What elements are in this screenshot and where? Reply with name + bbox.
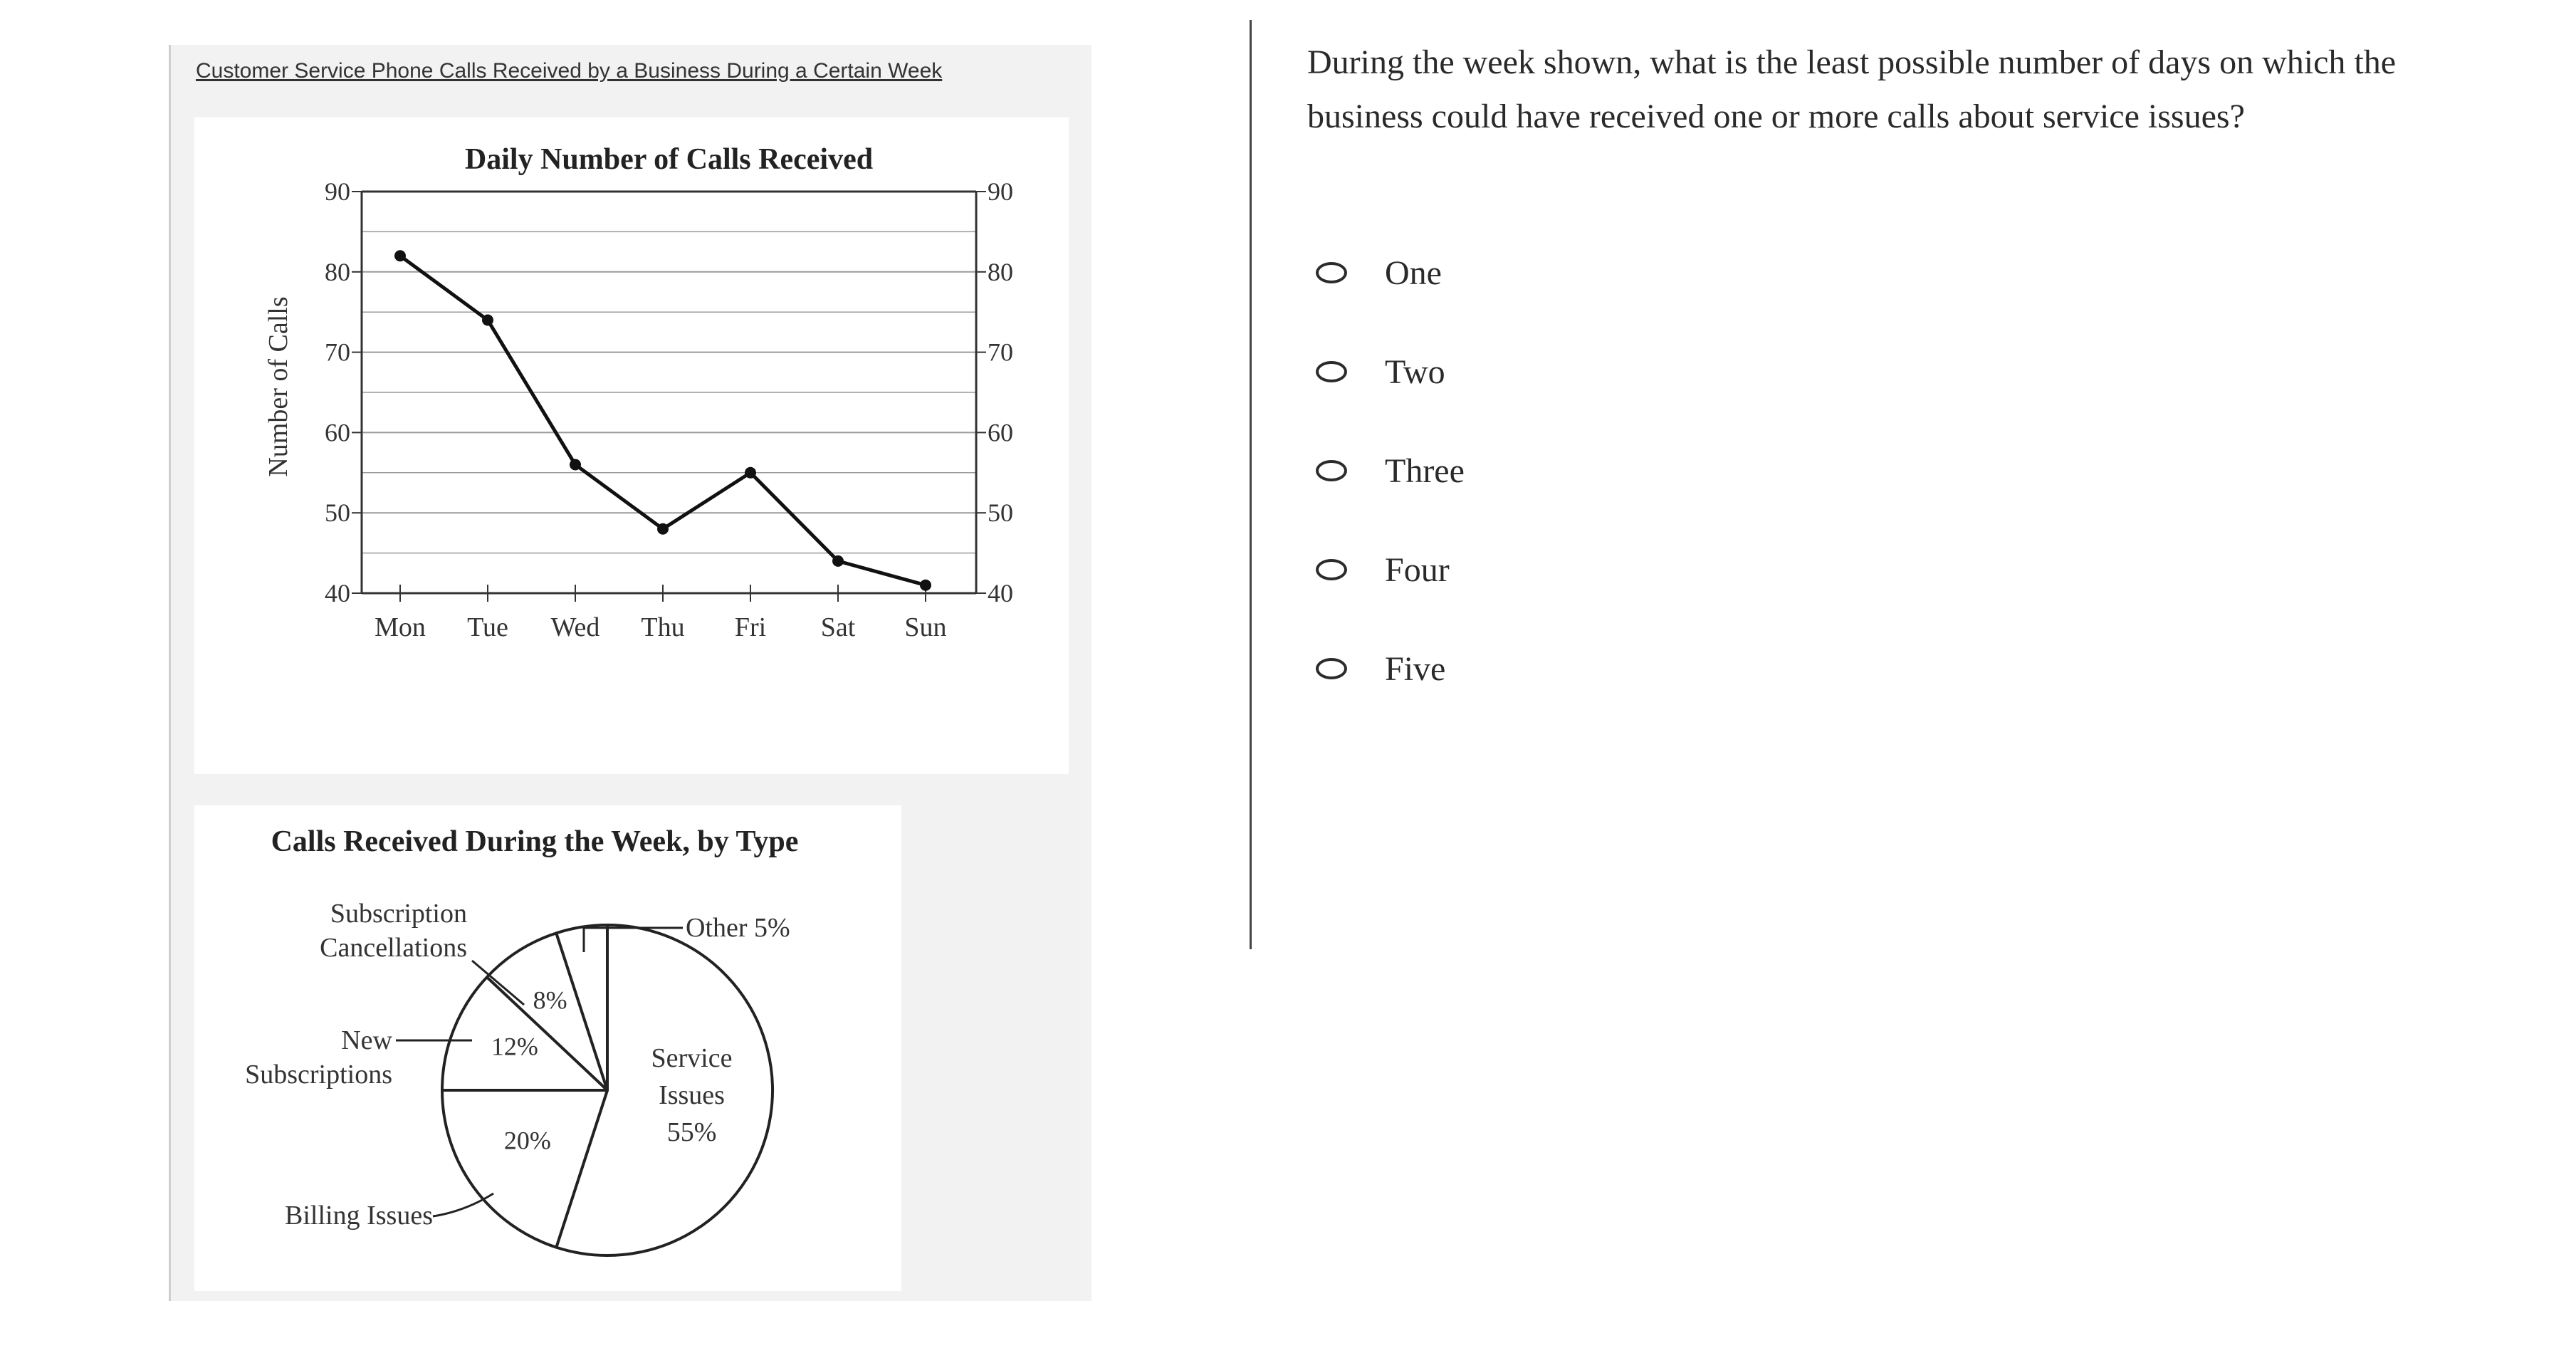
choice-two[interactable]: [1307, 348, 1734, 398]
choice-five[interactable]: [1307, 645, 1734, 695]
y-tick-label-left: 60: [325, 418, 350, 447]
slice-label-billing-issues: 20%: [503, 1126, 551, 1155]
choice-label: Five: [1385, 650, 1446, 688]
y-tick-label-left: 70: [325, 338, 350, 367]
x-tick-label: Tue: [467, 612, 508, 642]
slice-label-service-issues: Issues: [659, 1080, 725, 1110]
x-tick-label: Fri: [734, 612, 767, 642]
x-tick-label: Wed: [550, 612, 600, 642]
pie-chart: [194, 805, 901, 1291]
data-point-sat: [832, 555, 844, 567]
slice-label-service-issues: Service: [651, 1043, 733, 1073]
choice-three[interactable]: [1307, 447, 1734, 497]
choice-label: Four: [1385, 551, 1450, 589]
y-tick-label-right: 40: [988, 579, 1013, 607]
choice-four[interactable]: [1307, 546, 1734, 596]
data-point-tue: [482, 314, 493, 325]
y-tick-label-right: 90: [988, 177, 1013, 206]
radio-button-icon[interactable]: [1316, 361, 1347, 382]
line-chart-card: [194, 117, 1069, 774]
callout-billing: Billing Issues: [285, 1201, 433, 1231]
data-point-thu: [657, 523, 669, 535]
y-tick-label-right: 70: [988, 338, 1013, 367]
radio-button-icon[interactable]: [1316, 559, 1347, 580]
series-line: [400, 256, 926, 585]
slice-label-service-issues: 55%: [666, 1117, 717, 1147]
line-chart: [194, 117, 1069, 774]
choice-label: Two: [1385, 353, 1445, 391]
y-tick-label-left: 40: [325, 579, 350, 607]
choice-label: Three: [1385, 452, 1465, 490]
question-text: During the week shown, what is the least possible number of days on which the business could have received one or more calls about service issues?: [1307, 43, 2397, 135]
stimulus-panel: [169, 45, 1091, 1301]
data-point-fri: [745, 467, 756, 479]
y-tick-label-left: 50: [325, 498, 350, 528]
stimulus-title: Customer Service Phone Calls Received by a Business During a Certain Week: [196, 59, 943, 83]
callout-cancellations: Subscription: [330, 899, 467, 929]
y-tick-label-right: 80: [988, 257, 1013, 286]
x-tick-label: Thu: [641, 612, 685, 642]
x-tick-label: Sun: [904, 612, 947, 642]
radio-button-icon[interactable]: [1316, 658, 1347, 679]
x-tick-label: Sat: [820, 612, 856, 642]
data-point-sun: [920, 580, 931, 591]
radio-button-icon[interactable]: [1316, 262, 1347, 283]
callout-cancellations: Cancellations: [320, 933, 467, 963]
choice-one[interactable]: [1307, 249, 1734, 299]
data-point-wed: [570, 459, 581, 471]
radio-button-icon[interactable]: [1316, 460, 1347, 481]
y-tick-label-right: 50: [988, 498, 1013, 528]
y-tick-label-left: 90: [325, 177, 350, 206]
pie-chart-card: [194, 805, 901, 1291]
y-tick-label-left: 80: [325, 257, 350, 286]
question-panel: [1307, 36, 2418, 688]
callout-new-subscriptions: New: [341, 1025, 392, 1055]
chart-title: Daily Number of Calls Received: [464, 143, 874, 176]
callout-new-subscriptions: Subscriptions: [245, 1060, 392, 1090]
x-tick-label: Mon: [375, 612, 426, 642]
panel-divider: [1250, 20, 1252, 949]
callout-other: Other 5%: [686, 913, 790, 943]
slice-label-new-subscriptions: 12%: [491, 1032, 538, 1061]
y-tick-label-right: 60: [988, 418, 1013, 447]
data-point-mon: [394, 250, 406, 261]
slice-label-subscription-cancellations: 8%: [533, 986, 567, 1015]
choice-label: One: [1385, 254, 1442, 292]
pie-title: Calls Received During the Week, by Type: [271, 825, 799, 858]
y-axis-label: Number of Calls: [263, 296, 293, 477]
